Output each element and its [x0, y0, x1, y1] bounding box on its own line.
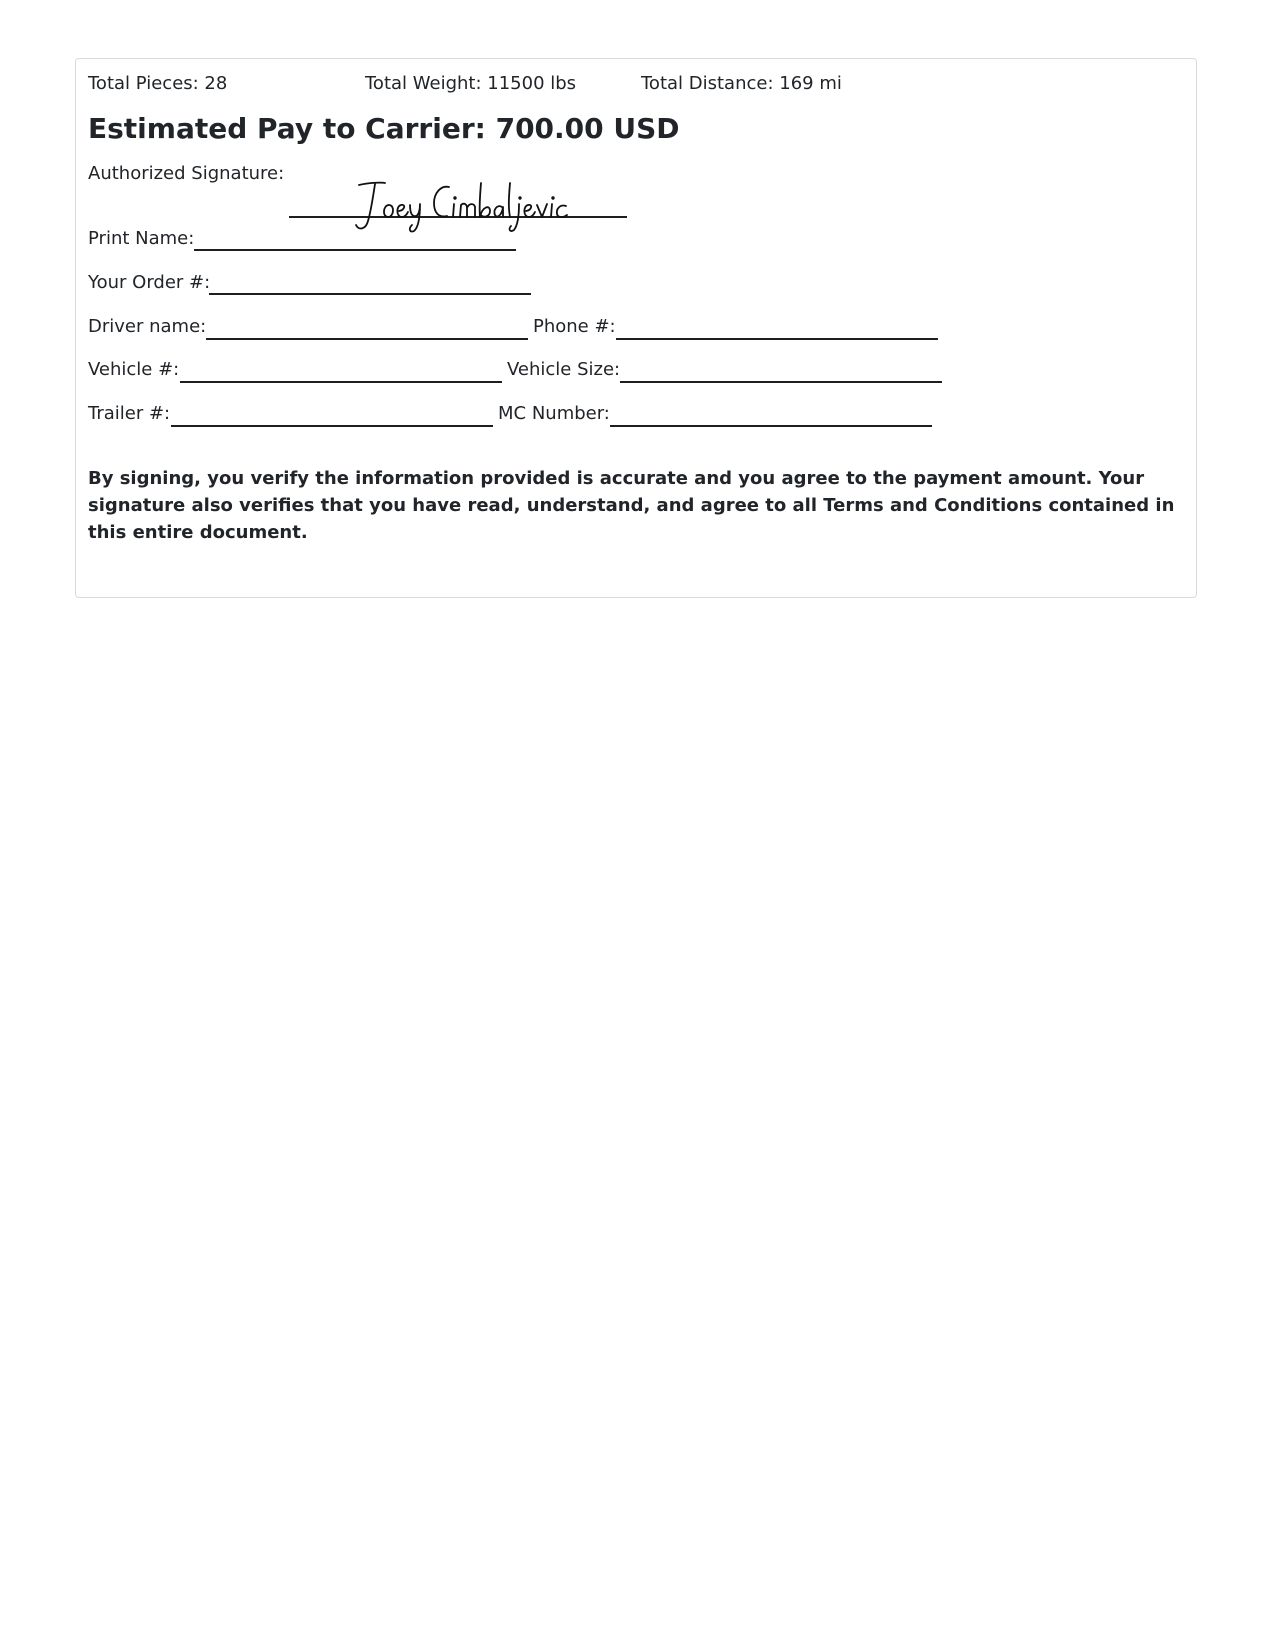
driver-name-label: Driver name:	[88, 316, 207, 337]
mc-number-label: MC Number:	[498, 403, 610, 424]
trailer-number-field[interactable]	[171, 425, 493, 427]
order-number-field[interactable]	[209, 293, 531, 295]
total-weight: Total Weight: 11500 lbs	[365, 73, 577, 94]
authorized-signature-label: Authorized Signature:	[88, 163, 285, 184]
phone-field[interactable]	[616, 338, 938, 340]
rate-confirmation-card	[75, 58, 1197, 598]
vehicle-size-label: Vehicle Size:	[507, 359, 621, 380]
mc-number-field[interactable]	[610, 425, 932, 427]
handwritten-signature	[289, 177, 627, 237]
vehicle-number-field[interactable]	[180, 381, 502, 383]
driver-name-field[interactable]	[206, 338, 528, 340]
print-name-field[interactable]	[194, 249, 516, 251]
phone-label: Phone #:	[533, 316, 616, 337]
estimated-pay-heading: Estimated Pay to Carrier: 700.00 USD	[88, 112, 680, 145]
signature-field[interactable]	[289, 177, 627, 237]
vehicle-size-field[interactable]	[620, 381, 942, 383]
total-pieces: Total Pieces: 28	[88, 73, 228, 94]
total-distance: Total Distance: 169 mi	[641, 73, 842, 94]
trailer-number-label: Trailer #:	[88, 403, 171, 424]
print-name-label: Print Name:	[88, 228, 195, 249]
vehicle-number-label: Vehicle #:	[88, 359, 180, 380]
terms-agreement-notice: By signing, you verify the information provided is accurate and you agree to the payment amount. Your signature also verifies that you have read, understand, and agree to all Terms and Conditions contained in this entire document.	[88, 468, 1175, 543]
order-number-label: Your Order #:	[88, 272, 211, 293]
